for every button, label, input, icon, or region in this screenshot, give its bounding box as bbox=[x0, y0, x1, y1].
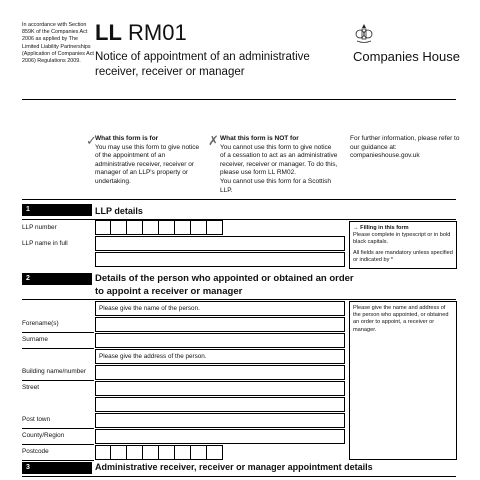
not-for-heading: What this form is NOT for bbox=[220, 135, 299, 142]
form-title: Notice of appointment of an administrative receiver, receiver or manager bbox=[95, 51, 310, 78]
post-town-label: Post town bbox=[22, 416, 51, 423]
section-1-rule bbox=[22, 219, 456, 220]
section-3-rule bbox=[22, 476, 456, 477]
label-divider bbox=[22, 332, 94, 333]
form-code-prefix: LL bbox=[95, 20, 122, 45]
form-code bbox=[95, 21, 187, 45]
postcode-field[interactable] bbox=[95, 445, 223, 460]
label-divider bbox=[22, 428, 94, 429]
filling-in-note-mandatory: All fields are mandatory unless specified or indicated by * bbox=[353, 249, 453, 263]
not-for-body: You cannot use this form to give notice of a cessation to act as an administrative receiver, receiver or manager. To do this, please use form LL RM02. bbox=[220, 143, 338, 177]
filling-in-note-heading: → Filling in this form bbox=[353, 225, 409, 231]
building-label: Building name/number bbox=[22, 368, 86, 375]
postcode-label: Postcode bbox=[22, 448, 49, 455]
not-for-body-scottish: You cannot use this form for a Scottish LLP. bbox=[220, 177, 332, 194]
surname-label: Surname bbox=[22, 336, 48, 343]
llp-name-field-line2[interactable] bbox=[95, 252, 345, 267]
cross-icon: ✗ bbox=[208, 133, 219, 148]
label-divider bbox=[22, 380, 94, 381]
section-3-title: Administrative receiver, receiver or manager appointment details bbox=[95, 462, 373, 472]
building-field[interactable] bbox=[95, 365, 345, 380]
section-2-number: 2 bbox=[22, 273, 92, 285]
section-2-title: Details of the person who appointed or obtained an order to appoint a receiver or manager bbox=[95, 273, 354, 297]
section-3-number: 3 bbox=[22, 462, 92, 474]
llp-number-field[interactable] bbox=[95, 220, 223, 235]
address-prompt: Please give the address of the person. bbox=[95, 349, 345, 364]
filling-in-note bbox=[349, 221, 457, 269]
further-info: For further information, please refer to our guidance at: companieshouse.gov.uk bbox=[350, 135, 460, 160]
county-field[interactable] bbox=[95, 429, 345, 444]
street-field-line2[interactable] bbox=[95, 397, 345, 412]
label-divider bbox=[22, 460, 94, 461]
what-form-is-not-for bbox=[220, 135, 338, 195]
section-2-rule bbox=[22, 299, 456, 300]
intro-divider bbox=[22, 199, 456, 200]
header-divider bbox=[22, 99, 456, 100]
what-form-is-for bbox=[95, 135, 203, 187]
legal-basis-text: In accordance with Section 859K of the Companies Act 2006 as applied by The Limited Liability Partnerships (Application of Companies Act 2006) Regulations 2009. bbox=[22, 22, 94, 65]
county-label: County/Region bbox=[22, 432, 65, 439]
section-1-number: 1 bbox=[22, 204, 92, 216]
companies-house-logo bbox=[353, 22, 463, 64]
street-field-line1[interactable] bbox=[95, 381, 345, 396]
name-prompt: Please give the name of the person. bbox=[95, 301, 345, 316]
for-heading: What this form is for bbox=[95, 135, 159, 142]
filling-in-note-body: Please complete in typescript or in bold black capitals. bbox=[353, 232, 451, 246]
surname-field[interactable] bbox=[95, 333, 345, 348]
forenames-field[interactable] bbox=[95, 317, 345, 332]
label-divider bbox=[22, 444, 94, 445]
section-1-title: LLP details bbox=[95, 206, 143, 216]
post-town-field[interactable] bbox=[95, 413, 345, 428]
street-label: Street bbox=[22, 384, 40, 391]
section-2-note: Please give the name and address of the person who appointed, or obtained an order to appoint, a receiver or manager. bbox=[349, 301, 457, 460]
forenames-label: Forename(s) bbox=[22, 320, 59, 327]
label-divider bbox=[22, 348, 94, 349]
brand-name: Companies House bbox=[353, 49, 460, 64]
for-body: You may use this form to give notice of the appointment of an administrative receiver, receiver or manager of an LLP's property or undertaking. bbox=[95, 143, 200, 185]
checkmark-icon: ✓ bbox=[86, 133, 97, 148]
royal-crest-icon bbox=[353, 22, 375, 44]
llp-name-field-line1[interactable] bbox=[95, 236, 345, 251]
llp-name-label: LLP name in full bbox=[22, 240, 68, 247]
llp-number-label: LLP number bbox=[22, 224, 57, 231]
form-code-number: RM01 bbox=[121, 20, 187, 45]
